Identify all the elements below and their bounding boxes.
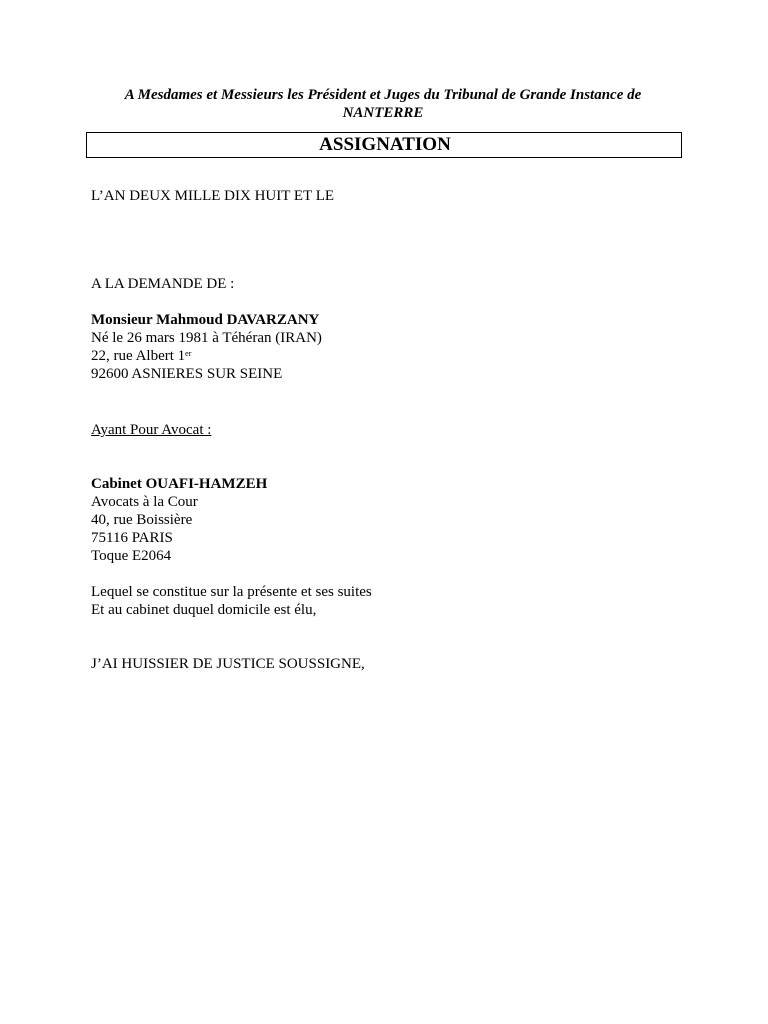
addressee-line-2: NANTERRE bbox=[342, 105, 424, 121]
bailiff-line: J’AI HUISSIER DE JUSTICE SOUSSIGNE, bbox=[91, 656, 365, 672]
constitution-line-1: Lequel se constitue sur la présente et ses suites bbox=[91, 584, 372, 600]
lawyer-city: 75116 PARIS bbox=[91, 530, 173, 546]
lawyer-title: Avocats à la Cour bbox=[91, 494, 198, 510]
addressee-heading bbox=[100, 86, 666, 122]
plaintiff-street-text: 22, rue Albert 1 bbox=[91, 348, 186, 364]
plaintiff-name: Monsieur Mahmoud DAVARZANY bbox=[91, 312, 320, 328]
lawyer-name: Cabinet OUAFI-HAMZEH bbox=[91, 476, 268, 492]
document-title: ASSIGNATION bbox=[319, 134, 451, 155]
title-box bbox=[86, 132, 682, 158]
date-line: L’AN DEUX MILLE DIX HUIT ET LE bbox=[91, 188, 335, 204]
lawyer-label: Ayant Pour Avocat : bbox=[91, 422, 212, 438]
plaintiff-birth: Né le 26 mars 1981 à Téhéran (IRAN) bbox=[91, 330, 322, 346]
request-label: A LA DEMANDE DE : bbox=[91, 276, 235, 292]
plaintiff-city: 92600 ASNIERES SUR SEINE bbox=[91, 366, 283, 382]
plaintiff-street bbox=[91, 347, 191, 365]
plaintiff-street-superscript: er bbox=[185, 349, 192, 358]
constitution-line-2: Et au cabinet duquel domicile est élu, bbox=[91, 602, 317, 618]
addressee-line-1: A Mesdames et Messieurs les Président et Juges du Tribunal de Grande Instance de bbox=[124, 87, 642, 103]
lawyer-street: 40, rue Boissière bbox=[91, 512, 193, 528]
lawyer-toque: Toque E2064 bbox=[91, 548, 172, 564]
